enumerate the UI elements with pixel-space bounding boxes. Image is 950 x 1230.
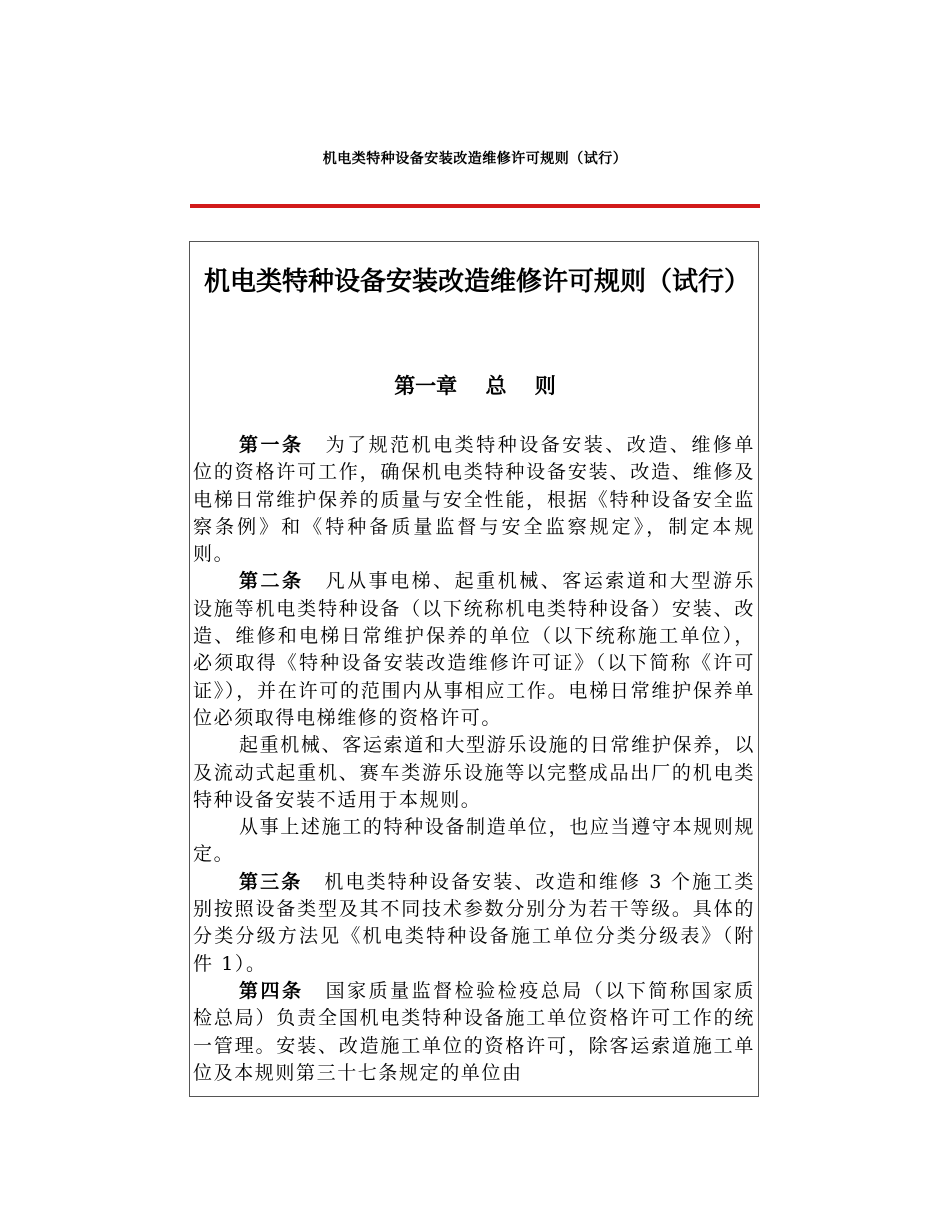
chapter-title: 第一章 总 则 <box>394 374 556 398</box>
article-label: 第一条 <box>239 434 304 456</box>
article-text: 机电类特种设备安装、改造和维修 3 个施工类别按照设备类型及其不同技术参数分别分为若干等级。具体的分类分级方法见《机电类特种设备施工单位分类分级表》（附件 1）。 <box>193 870 755 975</box>
paragraph-text: 从事上述施工的特种设备制造单位，也应当遵守本规则规定。 <box>193 816 755 866</box>
paragraph-article-4 <box>193 978 755 1087</box>
article-label: 第二条 <box>239 570 304 593</box>
paragraph-article-3 <box>193 869 755 978</box>
article-label: 第四条 <box>239 979 304 1002</box>
header-divider <box>190 204 760 208</box>
paragraph-article-2-manufacturers <box>193 814 755 869</box>
paragraph-text: 起重机械、客运索道和大型游乐设施的日常维护保养，以及流动式起重机、赛车类游乐设施等以完整成品出厂的机电类特种设备安装不适用于本规则。 <box>193 734 755 811</box>
article-text: 国家质量监督检验检疫总局（以下简称国家质检总局）负责全国机电类特种设备施工单位资格许可工作的统一管理。安装、改造施工单位的资格许可，除客运索道施工单位及本规则第三十七条规定的单位由 <box>193 979 755 1084</box>
article-label: 第三条 <box>239 870 303 893</box>
document-body <box>193 432 755 1087</box>
paragraph-article-2-exclusions <box>193 732 755 814</box>
article-text: 凡从事电梯、起重机械、客运索道和大型游乐设施等机电类特种设备（以下统称机电类特种设备）安装、改造、维修和电梯日常维护保养的单位（以下统称施工单位），必须取得《特种设备安装改造维修许可证》（以下简称《许可证》），并在许可的范围内从事相应工作。电梯日常维护保养单位必须取得电梯维修的资格许可。 <box>193 570 755 729</box>
paragraph-article-1 <box>193 432 755 568</box>
paragraph-article-2 <box>193 568 755 732</box>
running-header-title: 机电类特种设备安装改造维修许可规则（试行） <box>322 151 628 167</box>
article-text: 为了规范机电类特种设备安装、改造、维修单位的资格许可工作，确保机电类特种设备安装、改造、维修及电梯日常维护保养的质量与安全性能，根据《特种设备安全监察条例》和《特种备质量监督与安全监察规定》，制定本规则。 <box>193 434 755 566</box>
document-title: 机电类特种设备安装改造维修许可规则（试行） <box>204 267 751 297</box>
document-frame <box>189 241 759 1097</box>
